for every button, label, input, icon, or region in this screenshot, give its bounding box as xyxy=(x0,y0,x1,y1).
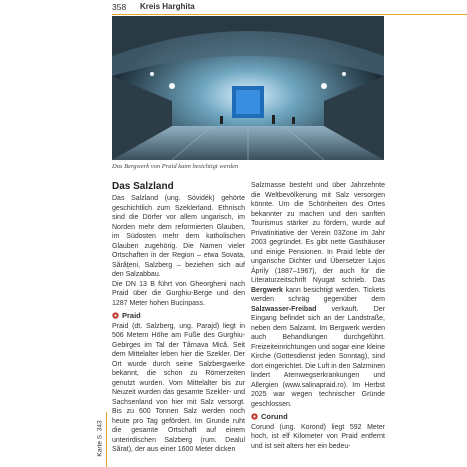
praid-heading-label: Praid xyxy=(122,311,141,320)
map-pin-icon xyxy=(251,413,258,420)
text-segment: kann besichtigt werden. Tickets werden schräg gegenüber dem xyxy=(251,286,385,303)
left-column xyxy=(112,181,245,455)
chapter-title: Kreis Harghita xyxy=(140,2,195,11)
corund-paragraph: Corund (ung. Korond) liegt 592 Meter hoch, ist elf Kilometer von Praid entfernt und ist seit alters her ein bedeu- xyxy=(251,423,385,450)
section-title: Das Salzland xyxy=(112,181,174,192)
corund-heading xyxy=(251,412,385,422)
page-number: 358 xyxy=(112,2,127,12)
praid-heading xyxy=(112,311,245,321)
bergwerk-term: Bergwerk xyxy=(251,286,283,294)
praid-continued-paragraph xyxy=(251,181,385,409)
text-segment: verkauft. Der Eingang befindet sich an der Landstraße, neben dem Salzamt. Im Bergwerk werden auch Behandlungen durchgeführt. Freizeiteinrichtungen und sogar eine kleine Kirche (Gottesdienst jeden Sonntag), sind dort eingerichtet. Die Luft in den Salzminen lindert Atemwegserkrankungen und Allergien (www.salinapraid.ro). Im Herbst 2025 war wegen technischer Gründe geschlossen. xyxy=(251,305,385,408)
right-column xyxy=(251,181,385,451)
road-paragraph: Die DN 13 B führt von Gheorgheni nach Praid über die Gurghiu-Berge und den 1287 Meter hohen Bucinpass. xyxy=(112,280,245,307)
map-reference[interactable] xyxy=(96,415,110,465)
praid-paragraph: Praid (dt. Salzberg, ung. Parajd) liegt in 506 Metern Höhe am Fuße des Gurghiu-Gebirges im Tal der Târnava Mică. Seit dem Mittelalter leben hier die Szekler. Der Ort wurde durch seine Salzbergwerke bekannt, die schon zu Römerzeiten genutzt wurden. Vom Mittelalter bis zur Neuzeit wurden das gesamte Szekler- und Sachsenland von hier mit Salz versorgt. Bis zu 600 Tonnen Salz werden noch heute pro Tag gefördert. Im Grunde ruht die gesamte Ortschaft auf einem unterirdischen Salzberg (rum. Dealul Sărat), der aus einer 1600 Meter dicken xyxy=(112,322,245,453)
corund-heading-label: Corund xyxy=(261,412,288,421)
map-pin-icon xyxy=(112,312,119,319)
freibad-term: Salzwasser-Freibad xyxy=(251,305,317,313)
salt-mine-illustration xyxy=(112,16,384,160)
salt-mine-photo xyxy=(112,16,384,160)
map-reference-label: Karte S. 343 xyxy=(96,420,104,457)
intro-paragraph: Das Salzland (ung. Sóvidék) gehörte geschichtlich zum Szeklerland. Ethnisch sind die Dörfer vor allem ungarisch, im Norden mehr dem reformierten Glauben, im Südosten mehr dem katholischen Glauben zugehörig. Die Namen vieler Ortschaften in der Region – etwa Sovata, Sărăţeni, Salzberg – beziehen sich auf den Salzabbau. xyxy=(112,195,245,278)
photo-caption: Das Bergwerk von Praid kann besichtigt werden xyxy=(112,163,239,170)
text-segment: Salzmasse besteht und über Jahrzehnte die Weltbevölkerung mit Salz versorgen könnte. Um die Schönheiten des Ortes bekannter zu machen und den sanften Tourismus stärker zu fördern, wurde auf Privatinitiative der Verein 03Zone im Jahr 2003 gegründet. Es gibt nette Gasthäuser und einige Pensionen. In Praid lebte der ungarische Dichter und Übersetzer Lajos Áprily (1887–1967), der auch für die Literaturzeitschrift Nyugat schrieb. Das xyxy=(251,182,385,284)
page-header xyxy=(112,2,467,15)
